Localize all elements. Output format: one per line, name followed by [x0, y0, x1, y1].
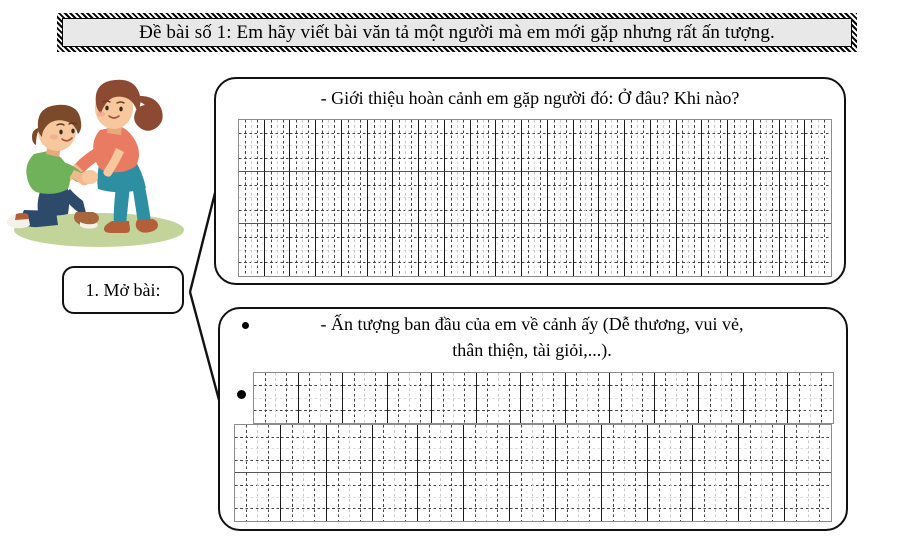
grid-cell[interactable]	[299, 373, 344, 423]
grid-cell[interactable]	[342, 224, 368, 276]
grid-cell[interactable]	[239, 224, 265, 276]
grid-cell[interactable]	[805, 224, 831, 276]
grid-cell[interactable]	[265, 224, 291, 276]
grid-cell[interactable]	[805, 120, 831, 172]
grid-cell[interactable]	[651, 172, 677, 224]
grid-cell[interactable]	[373, 473, 419, 521]
grid-cell[interactable]	[418, 473, 464, 521]
grid-cell[interactable]	[281, 473, 327, 521]
grid-cell[interactable]	[648, 425, 694, 473]
grid-cell[interactable]	[548, 172, 574, 224]
grid-cell[interactable]	[496, 120, 522, 172]
grid-cell[interactable]	[445, 224, 471, 276]
grid-cell[interactable]	[651, 224, 677, 276]
grid-cell[interactable]	[327, 425, 373, 473]
grid-cell[interactable]	[754, 224, 780, 276]
section-label-text: 1. Mở bài:	[85, 279, 161, 300]
grid-cell[interactable]	[785, 473, 831, 521]
grid-cell[interactable]	[342, 120, 368, 172]
grid-cell[interactable]	[522, 224, 548, 276]
grid-cell[interactable]	[556, 473, 602, 521]
grid-cell[interactable]	[780, 172, 806, 224]
grid-cell[interactable]	[343, 373, 388, 423]
grid-cell[interactable]	[599, 120, 625, 172]
grid-cell[interactable]	[445, 172, 471, 224]
page-title: Đề bài số 1: Em hãy viết bài văn tả một người mà em mới gặp nhưng rất ấn tượng.	[139, 21, 775, 43]
opening-prompt-text: - Giới thiệu hoàn cảnh em gặp người đó: Ở đâu? Khi nào?	[320, 88, 740, 108]
grid-cell[interactable]	[599, 172, 625, 224]
section-label-mo-bai	[62, 266, 184, 314]
worksheet-title-banner	[57, 13, 857, 52]
grid-cell[interactable]	[677, 224, 703, 276]
grid-cell[interactable]	[445, 120, 471, 172]
grid-cell[interactable]	[556, 425, 602, 473]
grid-cell[interactable]	[548, 224, 574, 276]
grid-cell[interactable]	[610, 373, 655, 423]
grid-cell[interactable]	[290, 172, 316, 224]
grid-cell[interactable]	[419, 120, 445, 172]
grid-cell[interactable]	[522, 120, 548, 172]
writing-grid-impression-bottom[interactable]	[234, 424, 832, 522]
grid-cell[interactable]	[702, 224, 728, 276]
grid-cell[interactable]	[548, 120, 574, 172]
grid-cell[interactable]	[419, 224, 445, 276]
grid-cell[interactable]	[496, 172, 522, 224]
grid-cell[interactable]	[316, 172, 342, 224]
grid-cell[interactable]	[521, 373, 566, 423]
grid-cell[interactable]	[327, 473, 373, 521]
grid-cell[interactable]	[599, 224, 625, 276]
grid-cell[interactable]	[316, 224, 342, 276]
grid-cell[interactable]	[754, 172, 780, 224]
writing-grid-impression-top[interactable]	[253, 372, 834, 424]
grid-cell[interactable]	[754, 120, 780, 172]
grid-cell[interactable]	[368, 172, 394, 224]
grid-cell[interactable]	[702, 120, 728, 172]
grid-cell[interactable]	[290, 120, 316, 172]
grid-cell[interactable]	[574, 120, 600, 172]
grid-cell[interactable]	[805, 172, 831, 224]
grid-cell[interactable]	[477, 373, 522, 423]
grid-cell[interactable]	[419, 172, 445, 224]
grid-cell[interactable]	[693, 425, 739, 473]
grid-cell[interactable]	[496, 224, 522, 276]
grid-cell[interactable]	[254, 373, 299, 423]
grid-cell[interactable]	[464, 473, 510, 521]
grid-cell[interactable]	[702, 172, 728, 224]
grid-cell[interactable]	[574, 224, 600, 276]
grid-cell[interactable]	[239, 120, 265, 172]
grid-cell[interactable]	[780, 224, 806, 276]
grid-cell[interactable]	[728, 224, 754, 276]
grid-cell[interactable]	[522, 172, 548, 224]
grid-cell[interactable]	[651, 120, 677, 172]
grid-cell[interactable]	[368, 224, 394, 276]
two-children-helping-illustration	[4, 78, 190, 250]
grid-cell[interactable]	[625, 224, 651, 276]
grid-cell[interactable]	[677, 172, 703, 224]
grid-cell[interactable]	[510, 425, 556, 473]
grid-cell[interactable]	[373, 425, 419, 473]
grid-cell[interactable]	[235, 425, 281, 473]
grid-cell[interactable]	[432, 373, 477, 423]
grid-cell[interactable]	[602, 425, 648, 473]
grid-cell[interactable]	[471, 224, 497, 276]
grid-cell[interactable]	[739, 473, 785, 521]
grid-cell[interactable]	[235, 473, 281, 521]
grid-cell[interactable]	[728, 120, 754, 172]
grid-cell[interactable]	[780, 120, 806, 172]
grid-cell[interactable]	[393, 224, 419, 276]
grid-cell[interactable]	[471, 172, 497, 224]
impression-prompt-line-2: thân thiện, tài giỏi,...).	[452, 340, 612, 360]
grid-cell[interactable]	[342, 172, 368, 224]
grid-cell[interactable]	[393, 172, 419, 224]
grid-cell[interactable]	[574, 172, 600, 224]
impression-prompt-line-1: - Ấn tượng ban đầu của em về cảnh ấy (Dễ thương, vui vẻ,	[320, 314, 744, 334]
worksheet-title-inner	[62, 18, 852, 47]
grid-cell[interactable]	[625, 120, 651, 172]
grid-cell[interactable]	[290, 224, 316, 276]
grid-cell[interactable]	[785, 425, 831, 473]
grid-cell[interactable]	[625, 172, 651, 224]
grid-cell[interactable]	[316, 120, 342, 172]
grid-cell[interactable]	[388, 373, 433, 423]
grid-cell[interactable]	[418, 425, 464, 473]
grid-cell[interactable]	[699, 373, 744, 423]
grid-cell[interactable]	[464, 425, 510, 473]
grid-cell[interactable]	[239, 172, 265, 224]
grid-cell[interactable]	[693, 473, 739, 521]
grid-cell[interactable]	[648, 473, 694, 521]
impression-grid-bullet-icon	[237, 390, 246, 399]
grid-cell[interactable]	[393, 120, 419, 172]
grid-cell[interactable]	[471, 120, 497, 172]
grid-cell[interactable]	[744, 373, 789, 423]
grid-cell[interactable]	[788, 373, 833, 423]
grid-cell[interactable]	[281, 425, 327, 473]
grid-cell[interactable]	[265, 120, 291, 172]
grid-cell[interactable]	[739, 425, 785, 473]
grid-cell[interactable]	[566, 373, 611, 423]
grid-cell[interactable]	[728, 172, 754, 224]
grid-cell[interactable]	[368, 120, 394, 172]
writing-grid-opening[interactable]	[238, 119, 832, 277]
grid-cell[interactable]	[655, 373, 700, 423]
grid-cell[interactable]	[265, 172, 291, 224]
grid-cell[interactable]	[602, 473, 648, 521]
grid-cell[interactable]	[677, 120, 703, 172]
grid-cell[interactable]	[510, 473, 556, 521]
